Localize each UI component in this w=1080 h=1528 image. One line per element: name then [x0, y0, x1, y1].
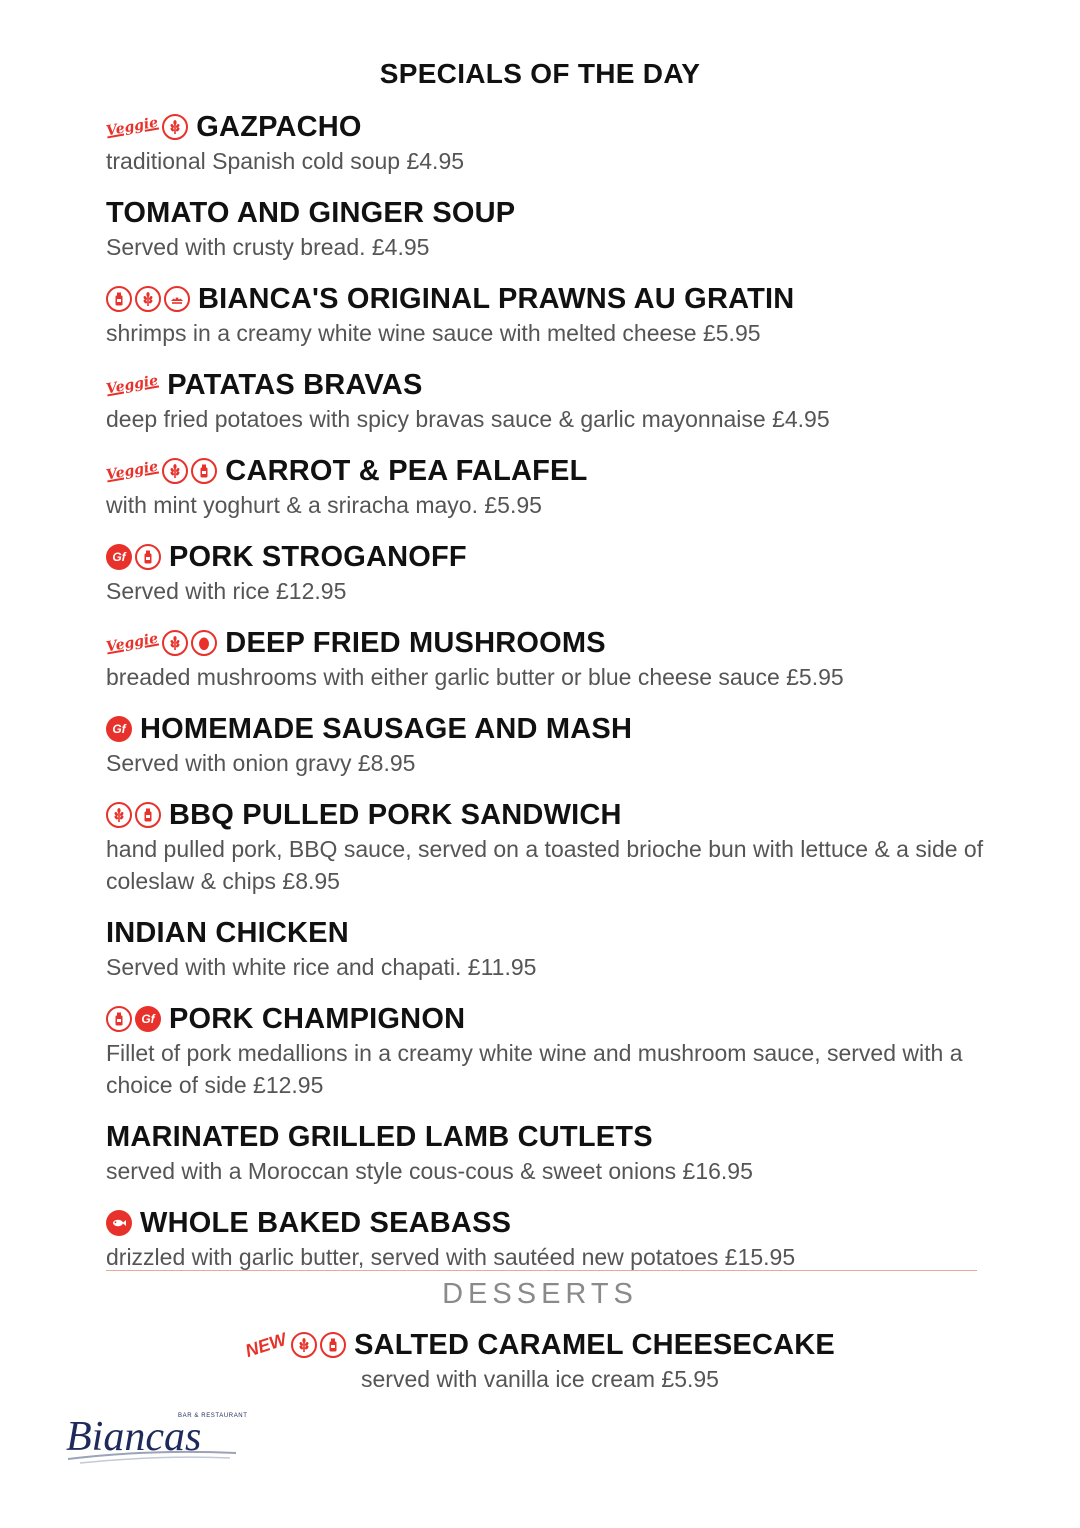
logo-tagline: BAR & RESTAURANT: [178, 1413, 248, 1419]
menu-item: [106, 999, 986, 1101]
allergen-badges: [106, 802, 164, 828]
menu-item-name: CARROT & PEA FALAFEL: [225, 454, 588, 487]
menu-item-description: drizzled with garlic butter, served with sautéed new potatoes £15.95: [106, 1244, 796, 1270]
wheat-icon: [106, 802, 132, 828]
gluten-free-icon: Gf: [106, 544, 132, 570]
menu-item-description: with mint yoghurt & a sriracha mayo. £5.95: [106, 492, 542, 518]
menu-item-description: served with vanilla ice cream £5.95: [361, 1366, 719, 1392]
gluten-free-icon: Gf: [106, 716, 132, 742]
menu-item-name: INDIAN CHICKEN: [106, 916, 349, 949]
menu-item-name: SALTED CARAMEL CHEESECAKE: [354, 1328, 835, 1361]
menu-item-description: Served with crusty bread. £4.95: [106, 234, 430, 260]
allergen-badges: [106, 1006, 164, 1032]
menu-item-description: shrimps in a creamy white wine sauce with melted cheese £5.95: [106, 320, 761, 346]
menu-item-description: served with a Moroccan style cous-cous & sweet onions £16.95: [106, 1158, 753, 1184]
menu-item: [106, 107, 986, 177]
menu-item-name: DEEP FRIED MUSHROOMS: [225, 626, 606, 659]
menu-item-description: Served with onion gravy £8.95: [106, 750, 416, 776]
menu-item-name: PORK STROGANOFF: [169, 540, 467, 573]
menu-item: [106, 537, 986, 607]
menu-item-description: Fillet of pork medallions in a creamy white wine and mushroom sauce, served with a choice of side £12.95: [106, 1040, 963, 1098]
menu-item-name: TOMATO AND GINGER SOUP: [106, 196, 516, 229]
menu-item: [106, 709, 986, 779]
wheat-icon: [162, 458, 188, 484]
menu-item-header: [106, 1203, 986, 1243]
veggie-icon: Veggie: [105, 114, 160, 140]
menu-item-header: [106, 107, 986, 147]
menu-item: [106, 279, 986, 349]
crustacean-icon: [164, 286, 190, 312]
menu-item-name: BIANCA'S ORIGINAL PRAWNS AU GRATIN: [198, 282, 795, 315]
menu-item: [106, 1117, 986, 1187]
allergen-badges: [106, 114, 191, 140]
milk-icon: [106, 1006, 132, 1032]
specials-list: [106, 107, 986, 1273]
menu-item-header: [106, 451, 986, 491]
allergen-badges: [106, 544, 164, 570]
menu-item-header: [0, 1325, 1080, 1365]
menu-item: [106, 193, 986, 263]
menu-item-name: MARINATED GRILLED LAMB CUTLETS: [106, 1120, 653, 1153]
menu-item: [106, 365, 986, 435]
menu-item-header: [106, 999, 986, 1039]
menu-item: [106, 795, 986, 897]
allergen-badges: [106, 1210, 135, 1236]
wheat-icon: [162, 630, 188, 656]
menu-item-name: PATATAS BRAVAS: [167, 368, 423, 401]
allergen-badges: [106, 286, 193, 312]
menu-item-description: traditional Spanish cold soup £4.95: [106, 148, 465, 174]
menu-item-description: Served with white rice and chapati. £11.95: [106, 954, 537, 980]
milk-icon: [135, 802, 161, 828]
menu-item-header: [106, 623, 986, 663]
menu-item: [0, 1325, 1080, 1395]
menu-item-header: [106, 193, 986, 233]
gluten-free-icon: Gf: [135, 1006, 161, 1032]
egg-icon: [191, 630, 217, 656]
allergen-badges: [106, 458, 220, 484]
veggie-icon: Veggie: [105, 372, 160, 398]
menu-item: [106, 451, 986, 521]
menu-item-header: [106, 365, 986, 405]
wheat-icon: [162, 114, 188, 140]
menu-item: [106, 1203, 986, 1273]
page-title: SPECIALS OF THE DAY: [379, 58, 701, 89]
biancas-logo: [60, 1395, 250, 1475]
wheat-icon: [135, 286, 161, 312]
menu-item-header: [106, 537, 986, 577]
menu-item-name: WHOLE BAKED SEABASS: [140, 1206, 512, 1239]
menu-item-name: HOMEMADE SAUSAGE AND MASH: [140, 712, 633, 745]
veggie-icon: Veggie: [105, 630, 160, 656]
fish-icon: [106, 1210, 132, 1236]
allergen-badges: [106, 630, 220, 656]
section-divider: [106, 1270, 977, 1271]
allergen-badges: [105, 372, 162, 398]
allergen-badges: [242, 1328, 349, 1361]
menu-item-header: [106, 279, 986, 319]
menu-item-name: GAZPACHO: [196, 110, 362, 143]
menu-item-header: [106, 795, 986, 835]
menu-item: [106, 913, 986, 983]
new-badge: NEW: [242, 1328, 289, 1361]
menu-item-description: hand pulled pork, BBQ sauce, served on a toasted brioche bun with lettuce & a side of coleslaw & chips £8.95: [106, 836, 984, 894]
menu-item-name: BBQ PULLED PORK SANDWICH: [169, 798, 622, 831]
desserts-list: [0, 1325, 1080, 1395]
menu-item: [106, 623, 986, 693]
menu-item-header: [106, 1117, 986, 1157]
menu-item-description: Served with rice £12.95: [106, 578, 347, 604]
milk-icon: [135, 544, 161, 570]
desserts-title: DESSERTS: [442, 1278, 638, 1310]
veggie-icon: Veggie: [105, 458, 160, 484]
menu-item-description: breaded mushrooms with either garlic butter or blue cheese sauce £5.95: [106, 664, 844, 690]
menu-item-description: deep fried potatoes with spicy bravas sauce & garlic mayonnaise £4.95: [106, 406, 830, 432]
logo-wordmark: Biancas: [66, 1414, 202, 1460]
menu-item-name: PORK CHAMPIGNON: [169, 1002, 466, 1035]
milk-icon: [320, 1332, 346, 1358]
allergen-badges: [106, 716, 135, 742]
menu-item-header: [106, 709, 986, 749]
menu-item-header: [106, 913, 986, 953]
wheat-icon: [291, 1332, 317, 1358]
milk-icon: [106, 286, 132, 312]
milk-icon: [191, 458, 217, 484]
